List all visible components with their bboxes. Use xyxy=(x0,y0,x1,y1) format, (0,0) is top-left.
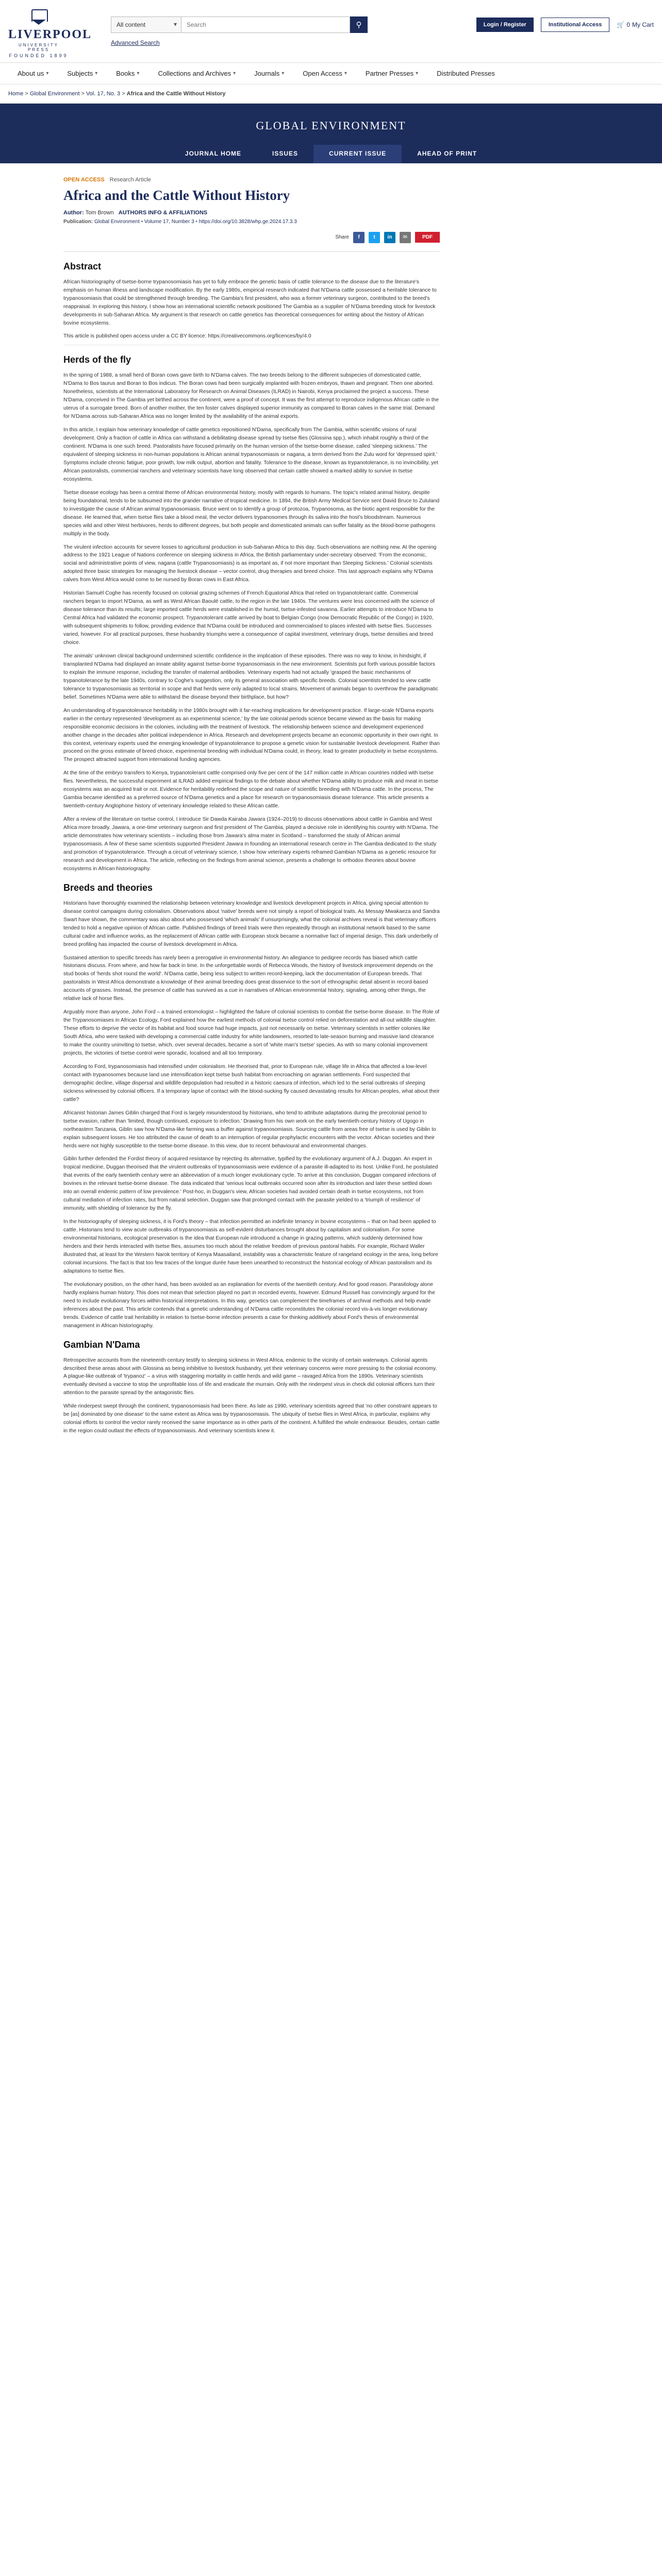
tab-current-issue[interactable]: CURRENT ISSUE xyxy=(313,145,402,163)
nav-books[interactable] xyxy=(107,70,148,77)
nav-label: Distributed Presses xyxy=(437,70,495,77)
nav-label: Open Access xyxy=(303,70,342,77)
journal-title[interactable]: GLOBAL ENVIRONMENT xyxy=(256,119,406,132)
main-nav xyxy=(0,63,662,84)
nav-label: About us xyxy=(18,70,44,77)
nav-distributed-presses[interactable] xyxy=(427,70,504,77)
tab-journal-home[interactable]: JOURNAL HOME xyxy=(185,150,242,157)
tab-issues[interactable]: ISSUES xyxy=(272,150,299,157)
section-heading: Gambian N'Dama xyxy=(63,1339,140,1350)
journal-tabs xyxy=(0,145,662,163)
site-logo[interactable] xyxy=(8,9,92,58)
body-paragraph: An understanding of trypanotolerance heritability in the 1980s brought with it far-reaching implications for development practice. If large-scale N'Dama exports earlier in the century represented 'development as an experimental science,' by the late colonial periods science became viewed as the basis for making responsible economic decisions in the colonies, including with the treatment of livestock. The relationship between science and development experienced another change in the decades after political independence in Africa. Research and development projects became an economic opportunity in their own right. In this context, veterinary experts used the emerging knowledge of trypanotolerance to propose a genetic vision for sustainable livestock development. Rather than proceed on the gross estimate of breed choice, experimental breeding with individual N'Dama could, in theory, lead to greater productivity in tsetse ecosystems. The prospect attracted support from international funding agencies. xyxy=(63,707,440,763)
breadcrumb-home[interactable]: Home xyxy=(8,91,24,97)
author-name[interactable]: Tom Brown xyxy=(85,209,114,216)
chevron-down-icon: ▾ xyxy=(46,71,49,76)
body-paragraph: In the spring of 1988, a small herd of Boran cows gave birth to N'Dama calves. The two breeds belong to the different subspecies of domesticated cattle, N'Dama to Bos taurus and Boran to Bos indicus. The Boran cows had been surgically implanted with frozen embryos, thawn and pregnant. Then one aborted. Nonetheless, scientists at the International Laboratory for Research on Animal Diseases (ILRAD) in Nairobi, Kenya proclaimed the project a success. These N'Dama, conceived in The Gambia yet birthed across the continent, were a proof of concept. It was the first attempt to reproduce indigenous African cattle in the uterus of a surrogate breed. Born of another mother, the ten foster calves displayed superior immunity as compared to Boran calves in the same trial. Demand for N'Dama across sub-Saharan Africa was no longer limited by the availability of the animal exports. xyxy=(63,372,439,420)
author-line xyxy=(63,210,440,216)
cart-count: 0 xyxy=(626,21,630,28)
nav-subjects[interactable] xyxy=(58,70,107,77)
authors-info-link[interactable]: AUTHORS INFO & AFFILIATIONS xyxy=(118,209,208,216)
nav-about[interactable] xyxy=(8,70,58,77)
cart-label: My Cart xyxy=(632,21,654,28)
open-access-badge: OPEN ACCESS xyxy=(63,177,105,183)
authors-label: Author: xyxy=(63,209,84,216)
chevron-down-icon: ▾ xyxy=(137,71,140,76)
article-title: Africa and the Cattle Without History xyxy=(63,188,290,203)
nav-journals[interactable] xyxy=(245,70,293,77)
nav-label: Journals xyxy=(254,70,280,77)
chevron-down-icon: ▾ xyxy=(233,71,236,76)
body-paragraph: The evolutionary position, on the other hand, has been avoided as an explanation for events of the twentieth century. And for good reason. Parasitology alone hardly explains human history. This does not mean that selection played no part in recorded events, however. Edmund Russell has convincingly argued for the need to include evolutionary forces within historical interpretations. In this way, genetics can complement the timeframes of archival methods and help evade inferences about the past. This article contends that a genetic understanding of N'Dama cattle reconstitutes the colonial record vis-à-vis longer evolutionary trends. Evidence of cattle trait heritability in relation to tsetse-borne infection presents a case for thinking additively about Ford's thesis of environmental management in African historiography. xyxy=(63,1281,435,1329)
logo-founded: FOUNDED 1899 xyxy=(9,53,69,58)
login-button[interactable]: Login / Register xyxy=(476,18,534,32)
body-paragraph: Tsetse disease ecology has been a central theme of African environmental history, mostly with regards to humans. The topic's related animal history, despite being foundational, tends to be subsumed into the grander narrative of tropical medicine. In 1894, the British Army Medical Service sent David Bruce to Zululand to investigate the cause of African animal trypanosomiasis. Bruce went on to identify a group of protozoa, Trypanosoma, as the biotic agent responsible for the disease. He learned that, when tsetse flies take a blood meal, the vector delivers trypanosomes through its saliva into the host's bloodstream. Numerous species wild and other West herbivores, herds to different degrees, but both people and domesticated animals can suffer fatality as the blood-borne pathogens multiply in the body. xyxy=(63,489,440,537)
tab-ahead-of-print[interactable]: AHEAD OF PRINT xyxy=(417,150,477,157)
chevron-down-icon: ▾ xyxy=(416,71,419,76)
cart-icon: 🛒 xyxy=(617,21,625,28)
pdf-button[interactable]: PDF xyxy=(415,232,440,243)
crest-icon xyxy=(31,9,46,25)
body-paragraph: Giblin further defended the Fordist theory of acquired resistance by rejecting its alternative, typified by the evolutionary argument of A.J. Duggan. An expert in tropical medicine, Duggan theorised that the virulent outbreaks of trypanosomiasis were evidence of a parasite ill-adapted to its host. Unlike Ford, he postulated that events of the early twentieth century were an abbreviation of a much longer evolutionary cycle. To arrive at this conclusion, Duggan compared infections of bovines in the relevant tsetse-borne disease. The data indicated that 'serious local outbreaks occurred soon after its introduction and later these settled down into an overall endemic pattern of low prevalence.' Post-hoc, in Duggan's view, African societies had avoided certain death in tsetse ecosystems, not from cultural mediation of infection rates, but from natural selection. Duggan saw that prolonged contact with the parasite yielded to a 'triumph of resilience' of immunity, with shielding of tolerance by the fly. xyxy=(63,1156,438,1212)
breadcrumb-issue[interactable]: Vol. 17, No. 3 xyxy=(86,91,121,97)
body-paragraph: The virulent infection accounts for severe losses to agricultural production in sub-Saharan Africa to this day. Such observations are nothing new. At the opening address to the 1921 League of Nations conference on sleeping sickness in Africa, the British parliamentary under-secretary observed: 'From the economic, social and administrative points of view, nagana (cattle Trypanosomiasis) is as important as, if not more important than Sleeping Sickness.' Colonial scientists adopted three basic strategies for managing the livestock disease – vector control, drug therapies and breed choice. This last approach explains why N'Dama calves from West Africa would come to be nursed by Boran cows in East Africa. xyxy=(63,544,437,583)
body-paragraph: Sustained attention to specific breeds has rarely been a prerogative in environmental history. An allegiance to pedigree records has biased which cattle historians discuss. From where, and how far back in time. In the unforgettable words of Rebecca Woods, the history of livestock improvement depends on the stud books of 'herds shot round the world'. N'Dama cattle, being less subject to written record-keeping, lack the documentation of European breeds. That pastoralists in West Africa demonstrate a knowledge of their animal breeding does great disservice to the sort of ethnographic detail absent in record-based accounts of grasses. Instead, the presence of cattle has survived as a cue in narratives of African environmental history, signaling, among other things, the relative lack of horse flies. xyxy=(63,955,433,1002)
publication-info: Publication: Global Environment • Volume 17, Number 3 • https://doi.org/10.3828/whp.ge.2024.17.3.3 xyxy=(63,218,297,225)
section-heading: Herds of the fly xyxy=(63,354,131,365)
section-heading: Breeds and theories xyxy=(63,882,153,893)
logo-name: LIVERPOOL xyxy=(8,28,92,41)
article-meta-line xyxy=(63,177,440,183)
body-paragraph: In this article, I explain how veterinary knowledge of cattle genetics repositioned N'Dama, specifically from The Gambia, within scientific visions of rural development. Only a fraction of cattle in Africa can withstand a debilitating disease spread by tsetse flies (Glossina spp.), which inhabit roughly a third of the continent. N'Dama is one such breed. Pastoralists have focused primarily on the human version of the tsetse-borne disease, called 'sleeping sickness.' The equivalent of sleeping sickness in non-human populations is African animal trypanosomiasis or nagana, a term derived from the Zulu word for 'depressed spirit.' Symptoms include chronic fatigue, poor growth, low milk output, abortion and fatality. Tolerance to the disease, known as trypanotolerance, is no invincibility, yet African pastoralists, commercial ranchers and veterinary scientists have long observed that certain cattle showed a marked ability to survive in tsetse ecosystems. xyxy=(63,427,438,482)
body-paragraph: Retrospective accounts from the nineteenth century testify to sleeping sickness in West Africa, endemic to the vicinity of certain waterways. Colonial agents described these areas about with Glossina as being inhibitive to livestock husbandry, yet their veterinary concerns were more pressing to the colonial economy. A plague-like outbreak of 'trypanoz' – a virus with staggering mortality in cattle herds and wild game – ravaged Africa from the 1890s. Veterinary scientists eventually devised a vaccine to stop the unprofitable loss of life and eradicate the murrain. Only with the rinderpest virus in check did colonial officers turn their attention to the parasite spread by the antagonistic flies. xyxy=(63,1357,437,1396)
breadcrumb-journal[interactable]: Global Environment xyxy=(29,91,80,97)
nav-open-access[interactable] xyxy=(293,70,356,77)
search-scope-select[interactable]: All content ▾ xyxy=(111,16,181,33)
advanced-search-link[interactable]: Advanced Search xyxy=(111,39,160,46)
article xyxy=(63,177,440,1435)
share-bar xyxy=(63,232,440,243)
body-paragraph: Historian Samuël Coghe has recently focused on colonial grazing schemes of French Equatorial Africa that relied on trypanotolerant cattle. Commercial ranchers began to import N'Dama, as well as West African Baoulé cattle, to the region in the late 1940s. The ventures were less concerned with the science of disease tolerance than its results; large imported cattle herds were established in the humid, tsetse-infested savanna. Earlier attempts to introduce N'Dama to Central Africa had validated the economic prospect. Trypanotolerant cattle arrived by boat to Belgian Congo (now Democratic Republic of the Congo) in 1920, with subsequent shipments to follow, providing evidence that N'Dama could be introduced and commercialised to places infested with tsetse flies. Successes varied, however. For all practical purposes, these husbandry triumphs were a consequence of capital investment, veterinary drugs, tsetse densities and breed choice. xyxy=(63,590,435,646)
institutional-access-button[interactable]: Institutional Access xyxy=(541,18,610,32)
publication-label: Publication: xyxy=(63,218,93,225)
nav-label: Partner Presses xyxy=(365,70,414,77)
volume-info[interactable]: Volume 17, Number 3 xyxy=(144,218,194,225)
nav-collections[interactable] xyxy=(148,70,245,77)
search-input[interactable] xyxy=(181,16,350,33)
body-paragraph: The animals' unknown clinical background undermined scientific confidence in the implication of these episodes. There was no way to know, in hindsight, if transplanted N'Dama had displayed an innate ability against tsetse-borne trypanosomiasis in the new environment. Scientists put forth various possible factors to explain the immune response, including the transfer of maternal antibodies. Veterinary experts had not actually 'grasped the basic mechanisms of trypanotolerance by the late 1940s, contrary to Coghe's suggestion, only its general association with specific breeds. Colonial scientists tended to view cattle tolerance to trypanosomiasis as territorial in scope and that herds were only adapted to local strains. Movement of animals began to overthrow the paradigmatic belief. Sometimes N'Dama were able to withstand the disease beyond their birthplace, but how? xyxy=(63,653,438,700)
breadcrumb: Home > Global Environment > Vol. 17, No. 3 > Africa and the Cattle Without History xyxy=(0,84,662,104)
body-paragraph: Historians have thoroughly examined the relationship between veterinary knowledge and livestock development projects in Africa, giving special attention to disease control campaigns during colonialism. Observations about 'native' breeds were not simply a report of biological traits. As Messay Mwakaeza and Sandra Swart have shown, the commentary was also about who possessed 'which animals' if unsurprisingly, what the colonial archives reveal is that veterinary officers tended to hold a negative opinion of African cattle. Published findings of breed trials were then repeatedly through an institutional network based to the same cultural cadre and influence works, as the replacement of African cattle with European stock became a normative fact of imperial design. This dark underbelly of breed profiling has impacted the course of livestock development in Africa. xyxy=(63,900,440,947)
twitter-icon[interactable]: t xyxy=(369,232,380,243)
linkedin-icon[interactable]: in xyxy=(384,232,395,243)
divider xyxy=(63,251,440,252)
share-label: Share xyxy=(335,234,349,241)
body-paragraph: At the time of the embryo transfers to Kenya, trypanotolerant cattle comprised only five per cent of the 147 million cattle in African countries riddled with tsetse flies. Nevertheless, the successful experiment at ILRAD added empirical findings to the debate about whether N'Dama ability to produce milk and meat in tsetse ecosystems was an acquired trait or not. Evidence for heritability redefined the scope and nature of scientific breeding with N'Dama cattle. In the process, The Gambia became identified as a preferred source of N'Dama genetics and a place for research on trypanosomiasis disease tolerance. This article presents a twentieth-century Anglophone history of veterinary knowledge related to these African cattle. xyxy=(63,770,439,809)
facebook-icon[interactable]: f xyxy=(353,232,365,243)
body-paragraph: According to Ford, trypanosomiasis had intensified under colonialism. He theorised that, prior to European rule, village life in Africa that affected a low-level contact with trypanosomes because land use intensification kept tsetse bush habitat from encroaching on agrarian settlements. Ford suspected that demographic decline, village dispersal and wildlife depopulation had resulted in a historic caesura of infection, which led to the serial outbreaks of sleeping sickness witnessed by colonial officers. If a temporary lapse of contact with the blood-sucking fly caused devastating results for African peoples, what about their cattle? xyxy=(63,1063,440,1103)
search-bar xyxy=(111,16,368,33)
abstract-paragraph: African historiography of tsetse-borne trypanosomiasis has yet to fully embrace the genetic basis of cattle tolerance to the disease due to the literature's emphasis on human illness and landscape modification. By the early 1980s, empirical research indicated that N'Dama cattle possessed a heritable tolerance to trypanosomiasis that could be strengthened through breeding. The Gambia's first president, who was a former veterinary surgeon, contributed to the breed's reappraisal. In exploring this history, I show how an international scientific network positioned The Gambia as a supplier of N'Dama breeding stock for livestock developments in sub-Saharan Africa. My argument is that research on cattle genetics has theoretical consequences for writing about the history of African bovine ecosystems. xyxy=(63,279,437,326)
abstract-heading: Abstract xyxy=(63,261,102,272)
breadcrumb-article: Africa and the Cattle Without History xyxy=(126,91,226,97)
cart-button[interactable] xyxy=(617,21,654,28)
license-note: This article is published open access under a CC BY licence: https://creativecommons.org/licences/by/4.0 xyxy=(63,333,311,340)
email-icon[interactable]: ✉ xyxy=(400,232,411,243)
body-paragraph: Africanist historian James Giblin charged that Ford is largely misunderstood by historians, who tend to attribute adaptations during the precolonial period to tsetse evasion, rather than 'limited, though continued, exposure to infection.' Drawing from his own work on the early twentieth-century history of Ugogo in northeastern Tanzania, Giblin saw how N'Dama-like farming was a buffer against trypanosomiasis. Sourcing cattle from areas free of tsetse is used by Giblin to explain subsequent losses. He too attributed the cause of death to an interruption of regular prophylactic encounters with the vector. African societies and their herds were not highly susceptible to the tsetse-borne disease. In this view, due to recent behavioural and environmental changes. xyxy=(63,1110,436,1149)
nav-label: Collections and Archives xyxy=(158,70,231,77)
nav-label: Books xyxy=(116,70,135,77)
search-button[interactable] xyxy=(350,16,368,33)
article-type: Research Article xyxy=(109,177,151,183)
header-actions xyxy=(476,18,654,32)
body-paragraph: While rinderpest swept through the continent, trypanosomiasis had been there. As late as 1990, veterinary scientists agreed that 'no other constraint appears to be [as] dominated by one disease' to the same extent as Africa was by trypanosomiasis. The ubiquity of tsetse flies in West Africa, in particular, explains why colonial efforts to control the vector rarely received the same importance as in other parts of the continent. A fulfilled the whole endeavour. Besides, certain cattle in the region could outlast the effects of trypanosomiasis. And veterinary scientists knew it. xyxy=(63,1403,440,1434)
nav-partner-presses[interactable] xyxy=(356,70,427,77)
chevron-down-icon: ▾ xyxy=(282,71,285,76)
body-paragraph: Arguably more than anyone, John Ford – a trained entomologist – highlighted the failure of colonial scientists to combat the tsetse-borne disease. In The Role of the Trypanosomiases in African Ecology, Ford explained how the earliest methods of colonial tsetse control relied on deforestation and all-out wildlife slaughter. These efforts to deprive the vector of its habitat and food source had huge impacts, just not necessarily on tsetse. Veterinary scientists in settler colonies like South Africa, who were tasked with developing a commercial cattle industry for white landowners, resorted to late-season burning and massive land clearance to make the country uninviting to tsetse, which, over several decades, became a sort of 'white man's tsetse' species. As with so many colonial improvement projects, the victories of tsetse control were sporadic, localised and all too temporary. xyxy=(63,1009,440,1056)
publication-name[interactable]: Global Environment xyxy=(94,218,140,225)
journal-banner xyxy=(0,104,662,163)
search-icon: ⚲ xyxy=(356,21,362,29)
doi-link[interactable]: https://doi.org/10.3828/whp.ge.2024.17.3.3 xyxy=(198,218,297,225)
chevron-down-icon: ▾ xyxy=(344,71,347,76)
nav-label: Subjects xyxy=(67,70,93,77)
body-paragraph: In the historiography of sleeping sickness, it is Ford's theory – that infection permitted an indefinite tenancy in bovine ecosystems – that on had been applied to cattle. Historians tend to view acute outbreaks of trypanosomiasis as self-evident disturbances brought about by capitalism and colonialism. For some environmental historians, ecological preservation is the idea that European rule introduced a change in grazing patterns, which suddenly determined how herders and their herds interacted with tsetse flies, assumes too much about the relative freedom of previous pastoral habits. For example, Richard Waller illustrated that, at least for the Western Narok territory of Kenya Maasailand, instability was a characteristic feature of rangeland ecology in the area, long before colonial incursions. The fact is that too few traces of the longue durée have been unearthed to reconstruct the historical ecology of African pastoralism and its adaptations to tsetse flies. xyxy=(63,1219,438,1274)
chevron-down-icon: ▾ xyxy=(95,71,98,76)
body-paragraph: After a review of the literature on tsetse control, I introduce Sir Dawda Kairaba Jawara (1924–2019) to discuss observations about cattle in Gambia and West Africa more broadly. Jawara, a one-time veterinary surgeon and first president of The Gambia, played a decisive role in identifying his country with N'Dama. The article demonstrates how veterinary scientists – including those from Jawara's alma mater in Scotland – transformed the study of African animal trypanosomiasis. A few of these same scientists supported President Jawara in founding an international research centre in The Gambia dedicated to the study and promotion of trypanotolerance. Through a circuit of veterinary science, I show how veterinary experts reframed Gambian N'Dama as a genetic resource for research and development in Africa. The article, reflecting on the findings from animal science, presents a challenge to orthodox theories about bovine ecosystems in African historiography. xyxy=(63,817,439,872)
logo-sub: UNIVERSITY PRESS xyxy=(18,43,59,52)
site-header xyxy=(0,0,662,63)
